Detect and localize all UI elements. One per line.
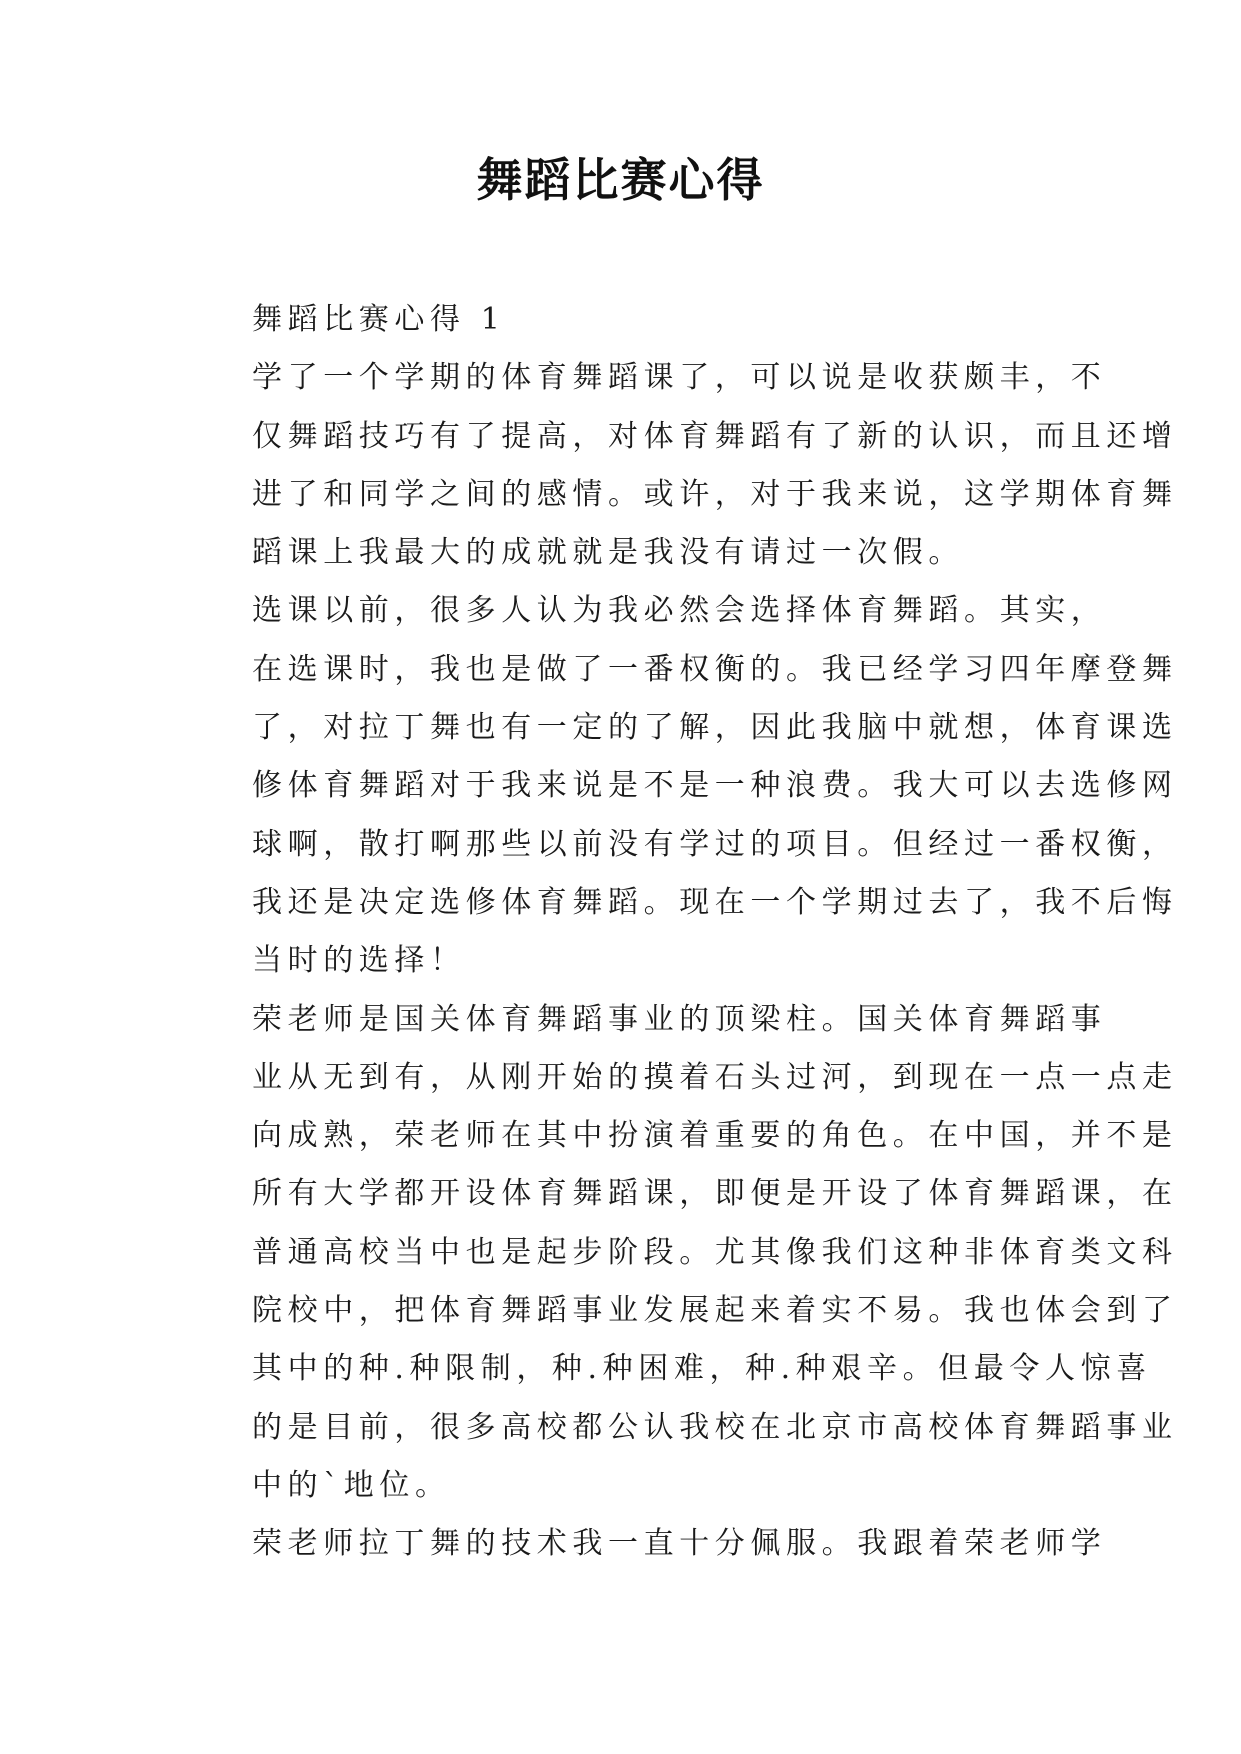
text-line: 在选课时，我也是做了一番权衡的。我已经学习四年摩登舞	[252, 651, 1178, 687]
text-line: 业从无到有，从刚开始的摸着石头过河，到现在一点一点走	[252, 1059, 1178, 1095]
document-title: 舞蹈比赛心得	[476, 153, 765, 207]
text-line: 所有大学都开设体育舞蹈课，即便是开设了体育舞蹈课，在	[252, 1176, 1178, 1212]
text-line: 中的`地位。	[252, 1467, 451, 1503]
text-line: 舞蹈比赛心得 1	[252, 302, 506, 337]
text-line: 的是目前，很多高校都公认我校在北京市高校体育舞蹈事业	[252, 1409, 1178, 1445]
text-line: 修体育舞蹈对于我来说是不是一种浪费。我大可以去选修网	[252, 768, 1178, 804]
paragraph	[192, 1515, 1107, 1573]
text-line: 学了一个学期的体育舞蹈课了，可以说是收获颇丰，不	[252, 360, 1107, 396]
text-line: 当时的选择！	[252, 943, 466, 979]
text-line: 球啊，散打啊那些以前没有学过的项目。但经过一番权衡，	[252, 826, 1178, 862]
paragraph	[192, 349, 1178, 582]
text-line: 了，对拉丁舞也有一定的了解，因此我脑中就想，体育课选	[252, 710, 1178, 746]
paragraph-heading	[192, 291, 1054, 349]
document-body	[192, 291, 1178, 1574]
paragraph	[192, 991, 1178, 1516]
text-line: 仅舞蹈技巧有了提高，对体育舞蹈有了新的认识，而且还增	[252, 418, 1178, 454]
text-line: 进了和同学之间的感情。或许，对于我来说，这学期体育舞	[252, 476, 1178, 512]
text-line: 院校中，把体育舞蹈事业发展起来着实不易。我也体会到了	[252, 1293, 1178, 1329]
text-line: 蹈课上我最大的成就就是我没有请过一次假。	[252, 535, 964, 571]
text-line: 向成熟，荣老师在其中扮演着重要的角色。在中国，并不是	[252, 1118, 1178, 1154]
text-line: 其中的种.种限制，种.种困难，种.种艰辛。但最令人惊喜	[252, 1351, 1152, 1387]
text-line: 荣老师拉丁舞的技术我一直十分佩服。我跟着荣老师学	[252, 1526, 1107, 1562]
text-line: 我还是决定选修体育舞蹈。现在一个学期过去了，我不后悔	[252, 884, 1178, 920]
text-line: 荣老师是国关体育舞蹈事业的顶梁柱。国关体育舞蹈事	[252, 1001, 1107, 1037]
paragraph	[192, 582, 1178, 990]
text-line: 普通高校当中也是起步阶段。尤其像我们这种非体育类文科	[252, 1234, 1178, 1270]
text-line: 选课以前，很多人认为我必然会选择体育舞蹈。其实，	[252, 593, 1107, 629]
